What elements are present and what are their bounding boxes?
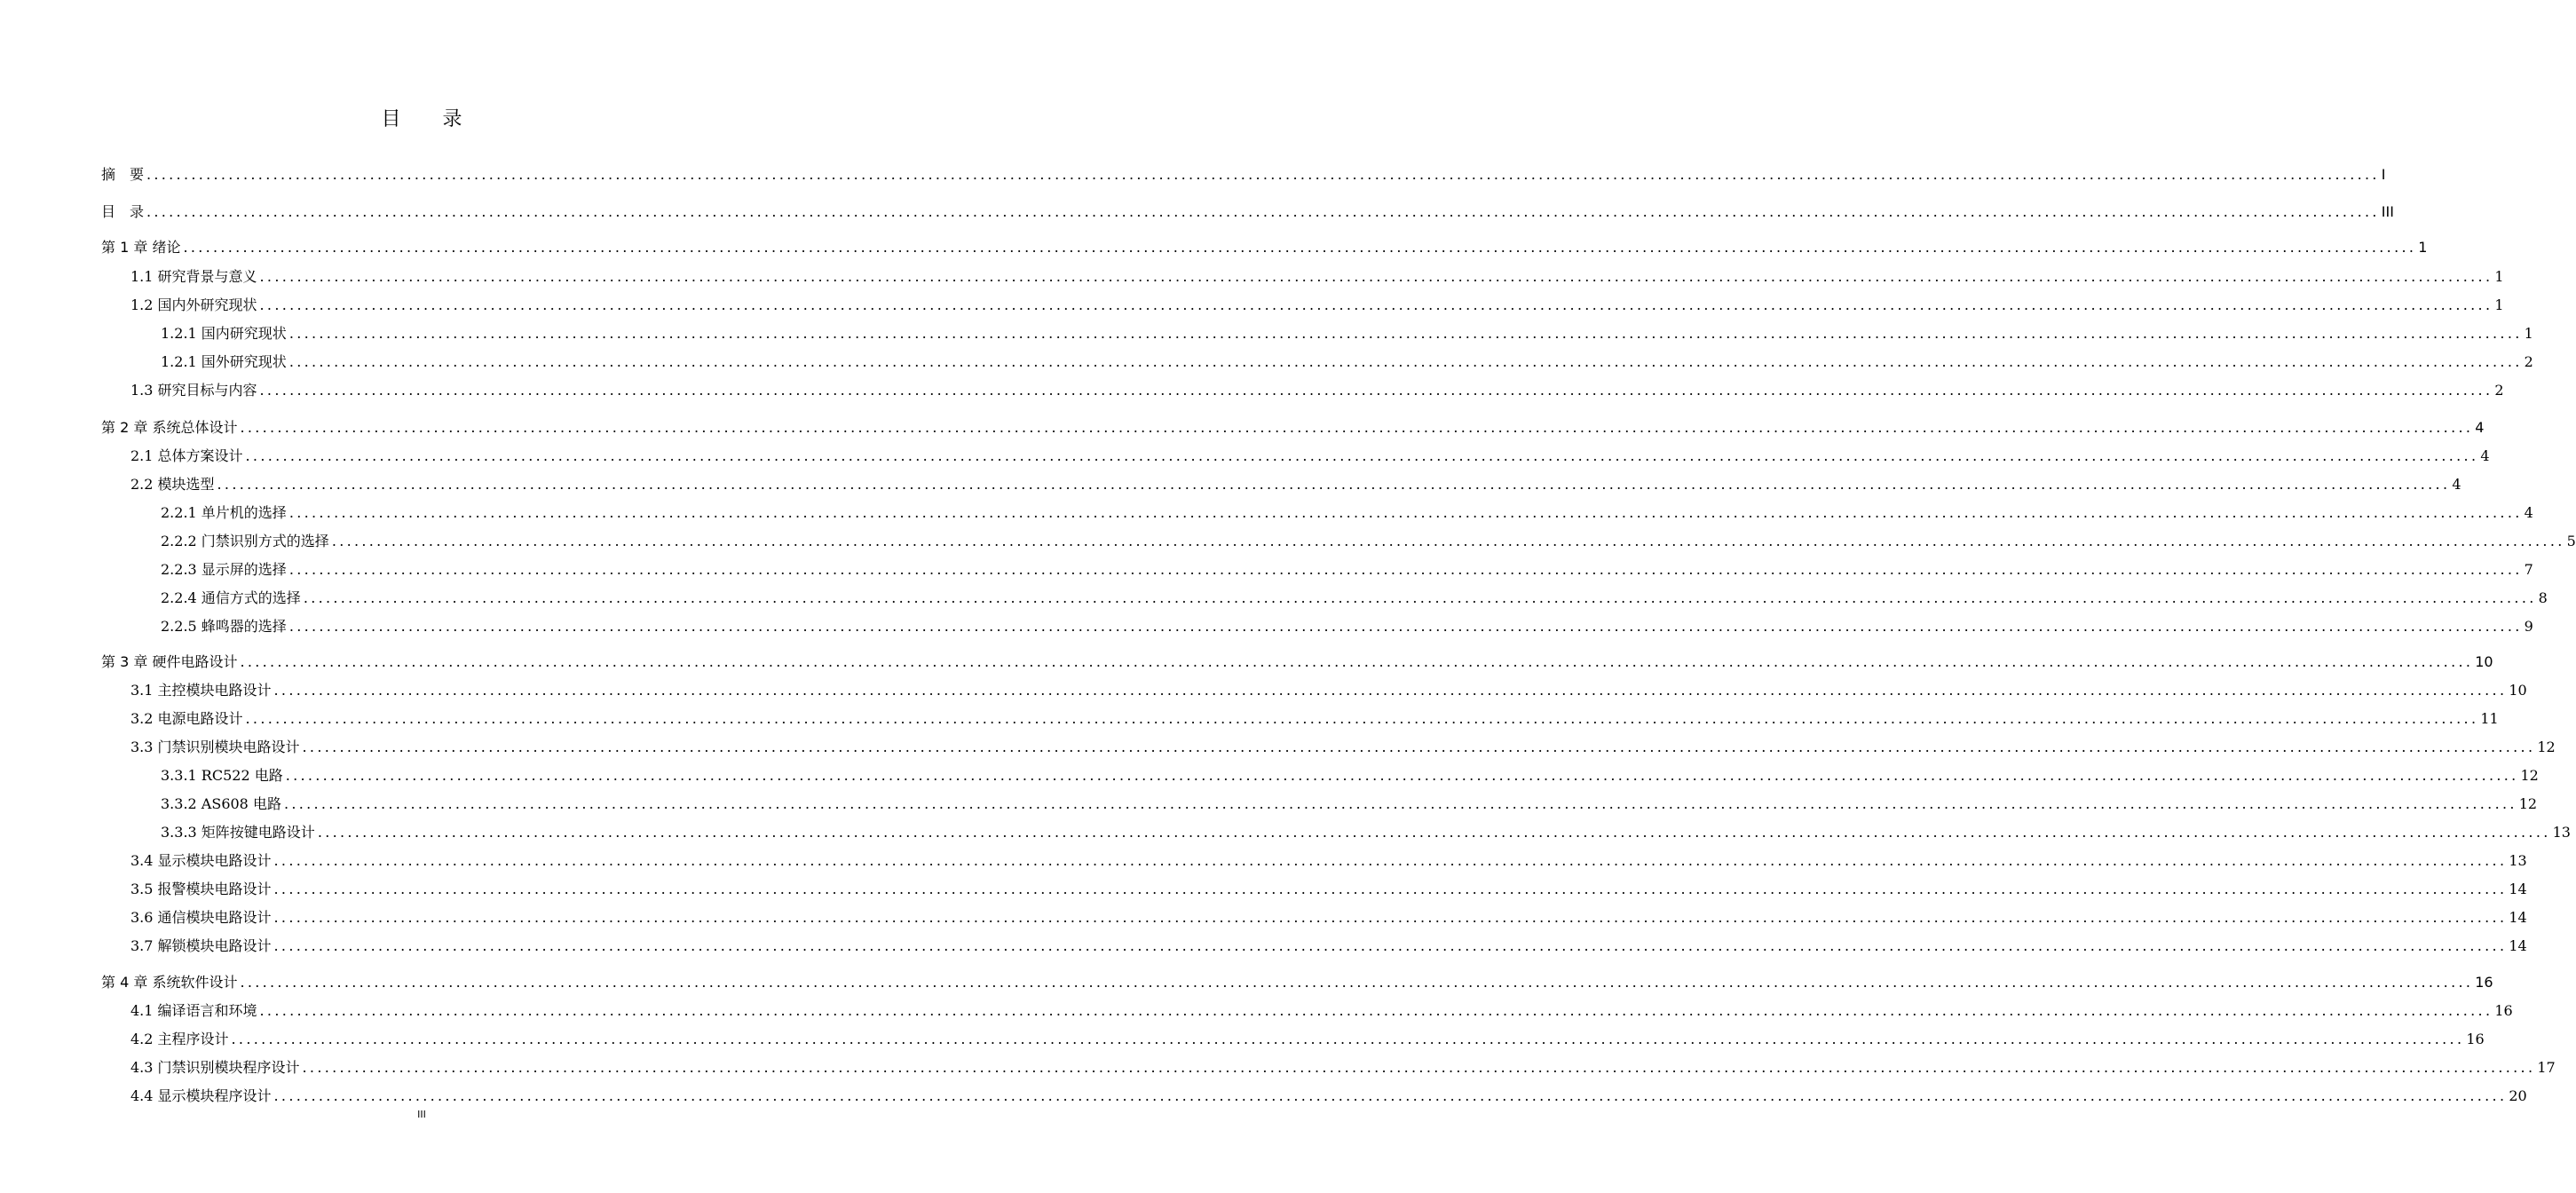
toc-entry-page: 20 [2509, 1087, 2527, 1104]
toc-entry-page: 13 [2509, 852, 2527, 869]
toc-entry[interactable] [161, 325, 2533, 343]
toc-entry[interactable] [101, 974, 2493, 992]
toc-entry[interactable] [161, 589, 2548, 607]
toc-entry[interactable] [130, 710, 2499, 728]
toc-dot-leader: ............................................................................................................................................................................................................................................................................................................ [285, 767, 2519, 784]
toc-entry-page: 12 [2518, 795, 2538, 812]
toc-entry[interactable] [130, 682, 2527, 699]
toc-entry-page: 14 [2509, 937, 2527, 954]
toc-entry-label: 1.2.1 国内研究现状 [161, 325, 287, 342]
toc-entry-page: 9 [2524, 618, 2533, 635]
toc-dot-leader: ............................................................................................................................................................................................................................................................................................................ [273, 1087, 2508, 1104]
toc-entry-label: 第 3 章 硬件电路设计 [101, 653, 238, 670]
toc-entry[interactable] [161, 824, 2571, 841]
toc-entry[interactable] [161, 561, 2533, 579]
toc-entry-page: 4 [2524, 504, 2533, 521]
toc-entry-label: 3.3.1 RC522 电路 [161, 767, 283, 784]
toc-entry-page: 16 [2466, 1031, 2485, 1047]
toc-dot-leader: ............................................................................................................................................................................................................................................................................................................ [245, 710, 2479, 727]
toc-dot-leader: ............................................................................................................................................................................................................................................................................................................ [217, 476, 2451, 493]
toc-entry[interactable] [130, 881, 2527, 898]
toc-entry-page: 12 [2520, 767, 2539, 784]
toc-entry[interactable] [161, 504, 2533, 522]
toc-entry-label: 2.2.1 单片机的选择 [161, 504, 287, 521]
toc-entry-label: 3.5 报警模块电路设计 [130, 881, 272, 897]
toc-dot-leader: ............................................................................................................................................................................................................................................................................................................ [288, 561, 2523, 578]
toc-entry[interactable] [101, 239, 2428, 257]
toc-entry-label: 3.6 通信模块电路设计 [130, 909, 272, 926]
toc-dot-leader: ............................................................................................................................................................................................................................................................................................................ [331, 533, 2565, 549]
toc-entry-page: 8 [2538, 589, 2548, 606]
toc-entry-page: 1 [2494, 268, 2504, 285]
toc-entry-label: 3.3 门禁识别模块电路设计 [130, 739, 300, 755]
toc-entry-label: 1.3 研究目标与内容 [130, 382, 257, 399]
toc-dot-leader: ............................................................................................................................................................................................................................................................................................................ [273, 852, 2508, 869]
toc-entry-page: 4 [2452, 476, 2461, 493]
toc-entry[interactable] [130, 296, 2504, 314]
toc-entry[interactable] [130, 476, 2461, 494]
toc-entry-page: 14 [2509, 909, 2527, 926]
toc-dot-leader: ............................................................................................................................................................................................................................................................................................................ [240, 653, 2474, 670]
toc-entry-label: 3.4 显示模块电路设计 [130, 852, 272, 869]
toc-entry[interactable] [161, 353, 2533, 371]
toc-entry-page: 4 [2475, 419, 2485, 436]
toc-entry[interactable] [130, 382, 2504, 399]
toc-entry[interactable] [130, 739, 2556, 756]
toc-entry-page: 11 [2480, 710, 2499, 727]
toc-entry-page: III [2381, 203, 2394, 220]
toc-entry-page: 1 [2494, 296, 2504, 313]
toc-entry-page: 1 [2418, 239, 2428, 256]
toc-entry[interactable] [161, 795, 2538, 813]
toc-entry[interactable] [101, 203, 2394, 221]
toc-entry-page: 7 [2524, 561, 2533, 578]
toc-entry-page: 16 [2494, 1002, 2513, 1019]
toc-entry[interactable] [130, 447, 2490, 465]
toc-dot-leader: ............................................................................................................................................................................................................................................................................................................ [259, 296, 2493, 313]
toc-entry[interactable] [101, 653, 2493, 671]
toc-entry[interactable] [130, 1087, 2527, 1105]
toc-entry-label: 3.3.3 矩阵按键电路设计 [161, 824, 315, 841]
toc-entry-label: 2.2.5 蜂鸣器的选择 [161, 618, 287, 635]
toc-dot-leader: ............................................................................................................................................................................................................................................................................................................ [245, 447, 2479, 464]
page-number: III [417, 1109, 426, 1120]
toc-entry-page: 10 [2475, 653, 2493, 670]
toc-entry-page: I [2381, 166, 2386, 183]
toc-entry[interactable] [161, 533, 2576, 550]
toc-dot-leader: ............................................................................................................................................................................................................................................................................................................ [273, 682, 2508, 699]
toc-dot-leader: ............................................................................................................................................................................................................................................................................................................ [146, 203, 2380, 220]
toc-dot-leader: ............................................................................................................................................................................................................................................................................................................ [273, 937, 2508, 954]
toc-dot-leader: ............................................................................................................................................................................................................................................................................................................ [240, 974, 2474, 991]
toc-entry-label: 4.1 编译语言和环境 [130, 1002, 257, 1019]
toc-entry[interactable] [101, 166, 2386, 184]
toc-entry-label: 3.1 主控模块电路设计 [130, 682, 272, 699]
toc-entry-label: 3.2 电源电路设计 [130, 710, 243, 727]
toc-dot-leader: ............................................................................................................................................................................................................................................................................................................ [302, 739, 2536, 755]
toc-entry-page: 2 [2494, 382, 2504, 399]
toc-dot-leader: ............................................................................................................................................................................................................................................................................................................ [146, 166, 2380, 183]
toc-entry-label: 3.3.2 AS608 电路 [161, 795, 281, 812]
toc-dot-leader: ............................................................................................................................................................................................................................................................................................................ [302, 1059, 2536, 1076]
toc-entry-page: 5 [2566, 533, 2576, 549]
toc-dot-leader: ............................................................................................................................................................................................................................................................................................................ [283, 795, 2517, 812]
toc-entry-label: 第 1 章 绪论 [101, 239, 181, 256]
toc-entry-page: 16 [2475, 974, 2493, 991]
page-title: 目 录 [381, 108, 480, 130]
toc-entry-label: 1.2 国内外研究现状 [130, 296, 257, 313]
toc-entry-page: 13 [2552, 824, 2571, 841]
toc-dot-leader: ............................................................................................................................................................................................................................................................................................................ [259, 268, 2493, 285]
toc-entry[interactable] [130, 1031, 2485, 1048]
toc-entry-label: 4.2 主程序设计 [130, 1031, 229, 1047]
toc-entry[interactable] [130, 1059, 2556, 1077]
toc-dot-leader: ............................................................................................................................................................................................................................................................................................................ [273, 881, 2508, 897]
toc-entry-page: 4 [2480, 447, 2490, 464]
toc-entry-page: 2 [2524, 353, 2533, 370]
toc-dot-leader: ............................................................................................................................................................................................................................................................................................................ [288, 618, 2523, 635]
toc-dot-leader: ............................................................................................................................................................................................................................................................................................................ [288, 353, 2523, 370]
toc-entry-label: 4.3 门禁识别模块程序设计 [130, 1059, 300, 1076]
toc-dot-leader: ............................................................................................................................................................................................................................................................................................................ [259, 382, 2493, 399]
toc-entry[interactable] [130, 937, 2527, 955]
toc-entry-label: 2.2.2 门禁识别方式的选择 [161, 533, 329, 549]
toc-entry-label: 第 4 章 系统软件设计 [101, 974, 238, 991]
toc-entry-label: 1.1 研究背景与意义 [130, 268, 257, 285]
toc-entry-label: 2.2.3 显示屏的选择 [161, 561, 287, 578]
toc-entry[interactable] [130, 852, 2527, 870]
toc-entry[interactable] [130, 268, 2504, 286]
toc-entry[interactable] [101, 419, 2485, 437]
toc-entry[interactable] [161, 767, 2539, 785]
toc-entry-page: 17 [2537, 1059, 2556, 1076]
toc-dot-leader: ............................................................................................................................................................................................................................................................................................................ [259, 1002, 2493, 1019]
toc-entry-label: 目 录 [101, 203, 145, 220]
toc-dot-leader: ............................................................................................................................................................................................................................................................................................................ [288, 325, 2523, 342]
toc-entry-page: 1 [2524, 325, 2533, 342]
toc-entry[interactable] [130, 1002, 2513, 1020]
toc-dot-leader: ............................................................................................................................................................................................................................................................................................................ [317, 824, 2551, 841]
toc-entry-label: 2.1 总体方案设计 [130, 447, 243, 464]
toc-entry-label: 1.2.1 国外研究现状 [161, 353, 287, 370]
toc-entry-label: 3.7 解锁模块电路设计 [130, 937, 272, 954]
toc-entry-label: 第 2 章 系统总体设计 [101, 419, 238, 436]
toc-dot-leader: ............................................................................................................................................................................................................................................................................................................ [240, 419, 2474, 436]
toc-entry-page: 14 [2509, 881, 2527, 897]
toc-entry[interactable] [161, 618, 2533, 636]
toc-entry-label: 2.2.4 通信方式的选择 [161, 589, 301, 606]
toc-entry-label: 摘 要 [101, 166, 145, 183]
toc-entry-label: 2.2 模块选型 [130, 476, 215, 493]
toc-entry-page: 12 [2537, 739, 2556, 755]
toc-dot-leader: ............................................................................................................................................................................................................................................................................................................ [273, 909, 2508, 926]
toc-dot-leader: ............................................................................................................................................................................................................................................................................................................ [288, 504, 2523, 521]
toc-dot-leader: ............................................................................................................................................................................................................................................................................................................ [183, 239, 2417, 256]
toc-dot-leader: ............................................................................................................................................................................................................................................................................................................ [231, 1031, 2465, 1047]
toc-entry-page: 10 [2509, 682, 2527, 699]
toc-entry-label: 4.4 显示模块程序设计 [130, 1087, 272, 1104]
toc-dot-leader: ............................................................................................................................................................................................................................................................................................................ [303, 589, 2537, 606]
toc-entry[interactable] [130, 909, 2527, 927]
